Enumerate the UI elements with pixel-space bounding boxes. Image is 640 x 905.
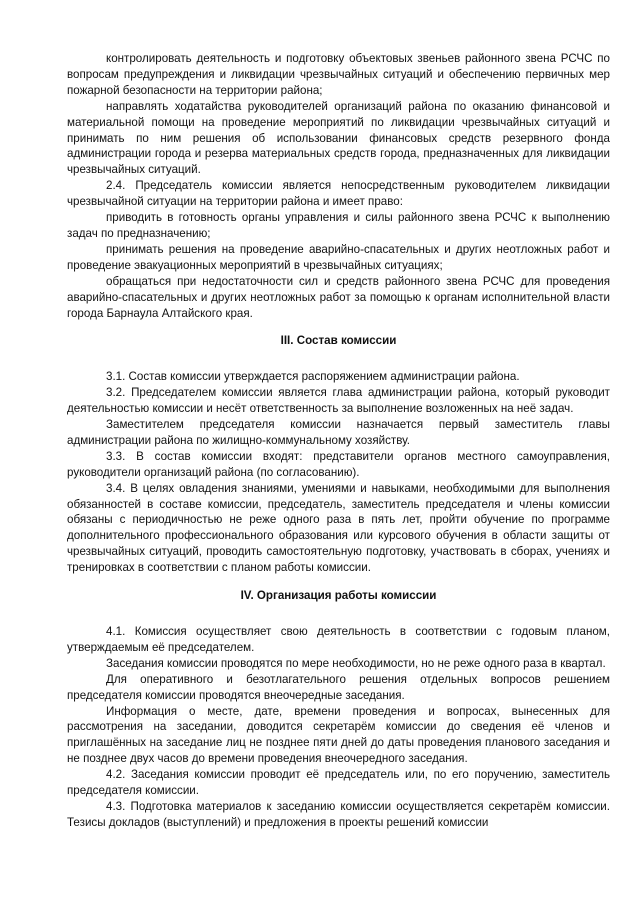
section-heading: IV. Организация работы комиссии xyxy=(240,589,437,603)
paragraph: Информация о месте, дате, времени проведения и вопросах, вынесенных для рассмотрения на заседании, доводится секретарём комиссии до сведения её членов и приглашённых на заседание лиц не позднее пяти дней до даты проведения планового заседания и не позднее двух часов до времени проведения внеочередного заседания. xyxy=(67,704,610,766)
paragraph: 4.2. Заседания комиссии проводит её председатель или, по его поручению, заместитель председателя комиссии. xyxy=(67,768,610,798)
paragraph: 4.1. Комиссия осуществляет свою деятельность в соответствии с годовым планом, утверждаемым её председателем. xyxy=(67,625,610,654)
paragraph: обращаться при недостаточности сил и средств районного звена РСЧС для проведения аварийно-спасательных и других неотложных работ за помощью к органам исполнительной власти города Барнаула Алтайского края. xyxy=(67,274,610,320)
paragraph: 3.4. В целях овладения знаниями, умениями и навыками, необходимыми для выполнения обязанностей в составе комиссии, председатель, заместитель председателя и члены комиссии обязаны с периодичностью не реже одного раза в пять лет, пройти обучение по программе дополнительного профессионального образования или курсового обучения в области защиты от чрезвычайных ситуаций, проводить самостоятельную подготовку, участвовать в сборах, учениях и тренировках в соответствии с планом работы комиссии. xyxy=(67,481,610,575)
paragraph: Заместителем председателя комиссии назначается первый заместитель главы администрации района по жилищно-коммунальному хозяйству. xyxy=(67,418,610,447)
paragraph: 3.1. Состав комиссии утверждается распоряжением администрации района. xyxy=(106,370,520,384)
paragraph: Заседания комиссии проводятся по мере необходимости, но не реже одного раза в квартал. xyxy=(106,656,606,670)
paragraph: контролировать деятельность и подготовку объектовых звеньев районного звена РСЧС по вопросам предупреждения и ликвидации чрезвычайных ситуаций и обеспечению первичных мер пожарной безопасности на территории района; xyxy=(67,52,610,97)
paragraph: 3.2. Председателем комиссии является глава администрации района, который руководит деятельностью комиссии и несёт ответственность за выполнение возложенных на неё задач. xyxy=(67,386,610,416)
paragraph: 2.4. Председатель комиссии является непосредственным руководителем ликвидации чрезвычайной ситуации на территории района и имеет право: xyxy=(67,179,610,209)
section-heading: III. Состав комиссии xyxy=(280,334,397,348)
paragraph: приводить в готовность органы управления и силы районного звена РСЧС к выполнению задач по предназначению; xyxy=(67,211,610,240)
paragraph: направлять ходатайства руководителей организаций района по оказанию финансовой и материальной помощи на проведение мероприятий по ликвидации чрезвычайных ситуаций и принимать по ним решения об использовании финансовых средств резервного фонда администрации города и резерва материальных средств города, предназначенных для ликвидации чрезвычайных ситуаций. xyxy=(67,99,610,177)
paragraph: принимать решения на проведение аварийно-спасательных и других неотложных работ и проведение эвакуационных мероприятий в чрезвычайных ситуациях; xyxy=(67,242,610,272)
paragraph: 3.3. В состав комиссии входят: представители органов местного самоуправления, руководители организаций района (по согласованию). xyxy=(67,449,610,479)
paragraph: Для оперативного и безотлагательного решения отдельных вопросов решением председателя комиссии проводятся внеочередные заседания. xyxy=(67,672,610,702)
paragraph: 4.3. Подготовка материалов к заседанию комиссии осуществляется секретарём комиссии. Тезисы докладов (выступлений) и предложения в проекты решений комиссии xyxy=(67,799,610,829)
